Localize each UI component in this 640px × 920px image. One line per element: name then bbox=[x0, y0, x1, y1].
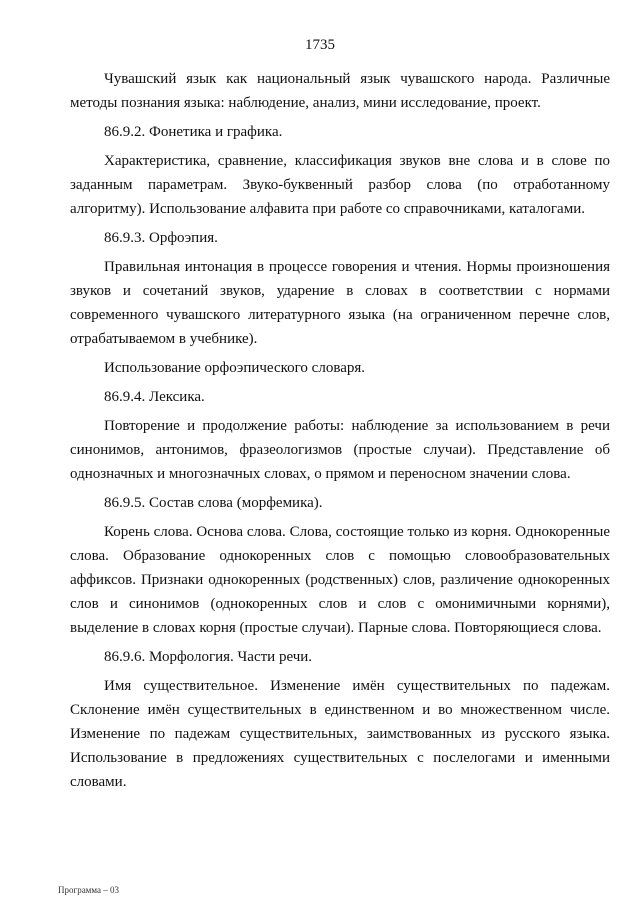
section-heading-phonetics: 86.9.2. Фонетика и графика. bbox=[104, 124, 283, 140]
section-heading-morphology: 86.9.6. Морфология. Части речи. bbox=[104, 649, 313, 665]
paragraph-orthoepy-dictionary: Использование орфоэпического словаря. bbox=[104, 360, 366, 376]
paragraph-intro: Чувашский язык как национальный язык чувашского народа. Различные методы познания языка: наблюдение, анализ, мини исследование, проект. bbox=[70, 71, 610, 111]
paragraph-orthoepy: Правильная интонация в процессе говорения и чтения. Нормы произношения звуков и сочетаний звуков, ударение в словах в соответствии с нормами современного чувашского литературного языка (на ограниченном перечне слов, отрабатываемом в учебнике). bbox=[70, 259, 610, 347]
section-heading-orthoepy: 86.9.3. Орфоэпия. bbox=[104, 230, 218, 246]
paragraph-morphemics: Корень слова. Основа слова. Слова, состоящие только из корня. Однокоренные слова. Образование однокоренных слов с помощью словообразовательных аффиксов. Признаки однокоренных (родственных) слов, различение однокоренных слов и синонимов (однокоренных слов и слов с омонимичными корнями), выделение в словах корня (простые случаи). Парные слова. Повторяющиеся слова. bbox=[70, 524, 610, 636]
section-heading-lexicon: 86.9.4. Лексика. bbox=[104, 389, 205, 405]
document-body bbox=[70, 67, 610, 799]
paragraph-morphology: Имя существительное. Изменение имён существительных по падежам. Склонение имён существительных в единственном и во множественном числе. Изменение по падежам существительных, заимствованных из русского языка. Использование в предложениях существительных с послелогами и именными словами. bbox=[70, 678, 610, 790]
paragraph-lexicon: Повторение и продолжение работы: наблюдение за использованием в речи синонимов, антонимов, фразеологизмов (простые случаи). Представление об однозначных и многозначных словах, о прямом и переносном значении слова. bbox=[70, 418, 610, 482]
footer-label: Программа – 03 bbox=[58, 885, 120, 895]
section-heading-morphemics: 86.9.5. Состав слова (морфемика). bbox=[104, 495, 323, 511]
paragraph-phonetics: Характеристика, сравнение, классификация звуков вне слова и в слове по заданным параметрам. Звуко-буквенный разбор слова (по отработанному алгоритму). Использование алфавита при работе со справочниками, каталогами. bbox=[70, 153, 610, 217]
page-number: 1735 bbox=[305, 37, 335, 53]
